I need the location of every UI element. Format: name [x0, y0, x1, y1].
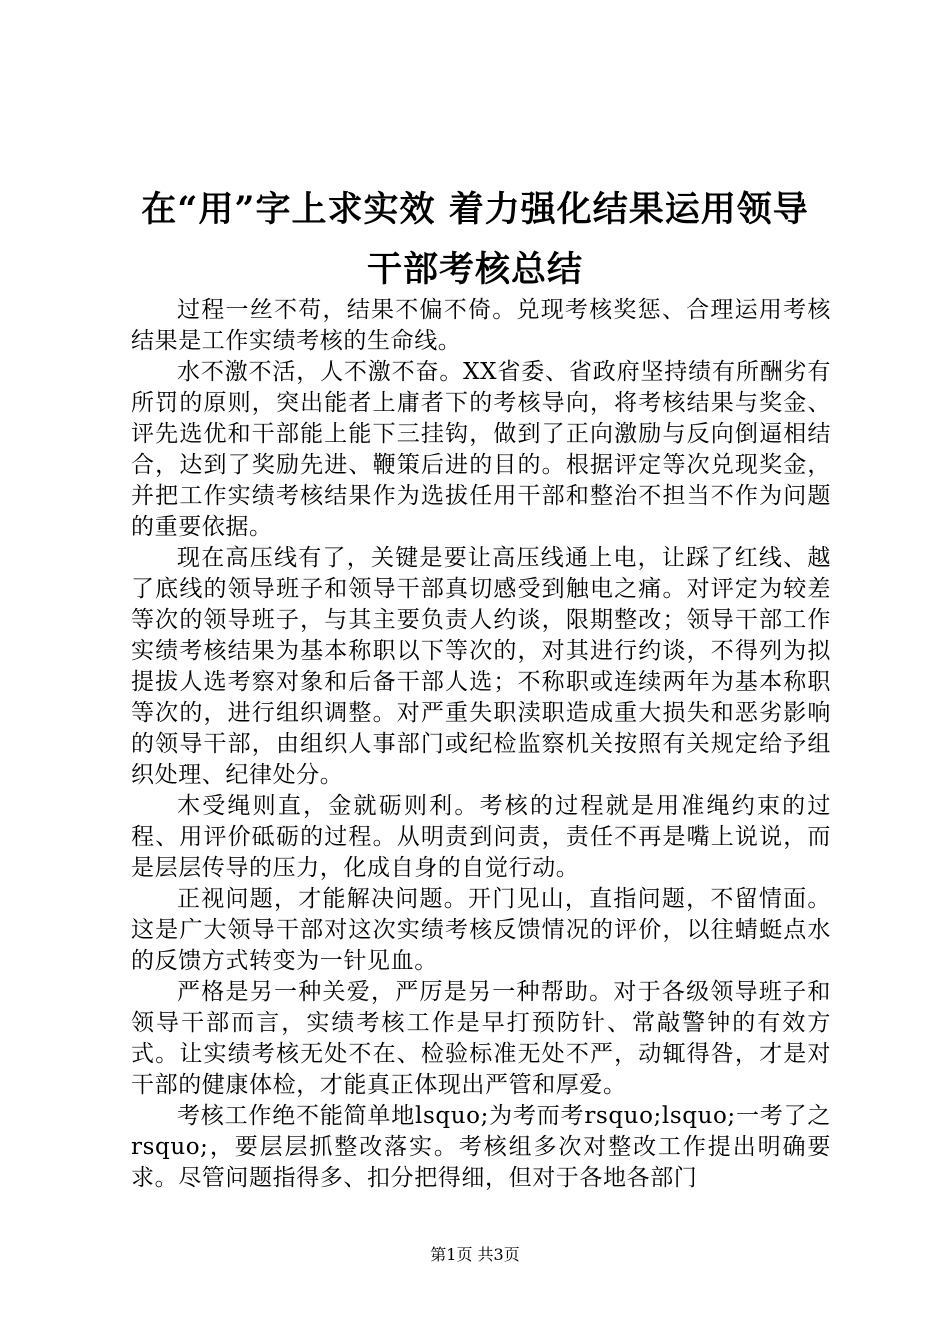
paragraph: 严格是另一种关爱，严厉是另一种帮助。对于各级领导班子和领导干部而言，实绩考核工作是早打预防针、常敲警钟的有效方式。让实绩考核无处不在、检验标准无处不严，动辄得咎，才是对干部的健康体检，才能真正体现出严管和厚爱。: [131, 979, 831, 1098]
paragraph: 考核工作绝不能简单地lsquo;为考而考rsquo;lsquo;一考了之rsquo;，要层层抓整改落实。考核组多次对整改工作提出明确要求。尽管问题指得多、扣分把得细，但对于各地各部门: [131, 1103, 831, 1191]
paragraph: 木受绳则直，金就砺则利。考核的过程就是用准绳约束的过程、用评价砥砺的过程。从明责到问责，责任不再是嘴上说说，而是层层传导的压力，化成自身的自觉行动。: [131, 793, 831, 881]
paragraph: 水不激不活，人不激不奋。XX省委、省政府坚持绩有所酬劣有所罚的原则，突出能者上庸者下的考核导向，将考核结果与奖金、评先选优和干部能上能下三挂钩，做到了正向激励与反向倒逼相结合，达到了奖励先进、鞭策后进的目的。根据评定等次兑现奖金，并把工作实绩考核结果作为选拔任用干部和整治不担当不作为问题的重要依据。: [131, 359, 831, 540]
paragraph: 正视问题，才能解决问题。开门见山，直指问题，不留情面。这是广大领导干部对这次实绩考核反馈情况的评价，以往蜻蜓点水的反馈方式转变为一针见血。: [131, 886, 831, 974]
document-title-line-2: 干部考核总结: [366, 249, 583, 290]
paragraph: 现在高压线有了，关键是要让高压线通上电，让踩了红线、越了底线的领导班子和领导干部真切感受到触电之痛。对评定为较差等次的领导班子，与其主要负责人约谈，限期整改；领导干部工作实绩考核结果为基本称职以下等次的，对其进行约谈，不得列为拟提拔人选考察对象和后备干部人选；不称职或连续两年为基本称职等次的，进行组织调整。对严重失职渎职造成重大损失和恶劣影响的领导干部，由组织人事部门或纪检监察机关按照有关规定给予组织处理、纪律处分。: [131, 545, 831, 788]
paragraph: 过程一丝不苟，结果不偏不倚。兑现考核奖惩、合理运用考核结果是工作实绩考核的生命线。: [131, 297, 831, 354]
page-footer: 第1页 共3页: [430, 1245, 520, 1264]
document-title-line-1: 在“用”字上求实效 着力强化结果运用领导: [141, 189, 809, 230]
document-body: [131, 295, 831, 1194]
